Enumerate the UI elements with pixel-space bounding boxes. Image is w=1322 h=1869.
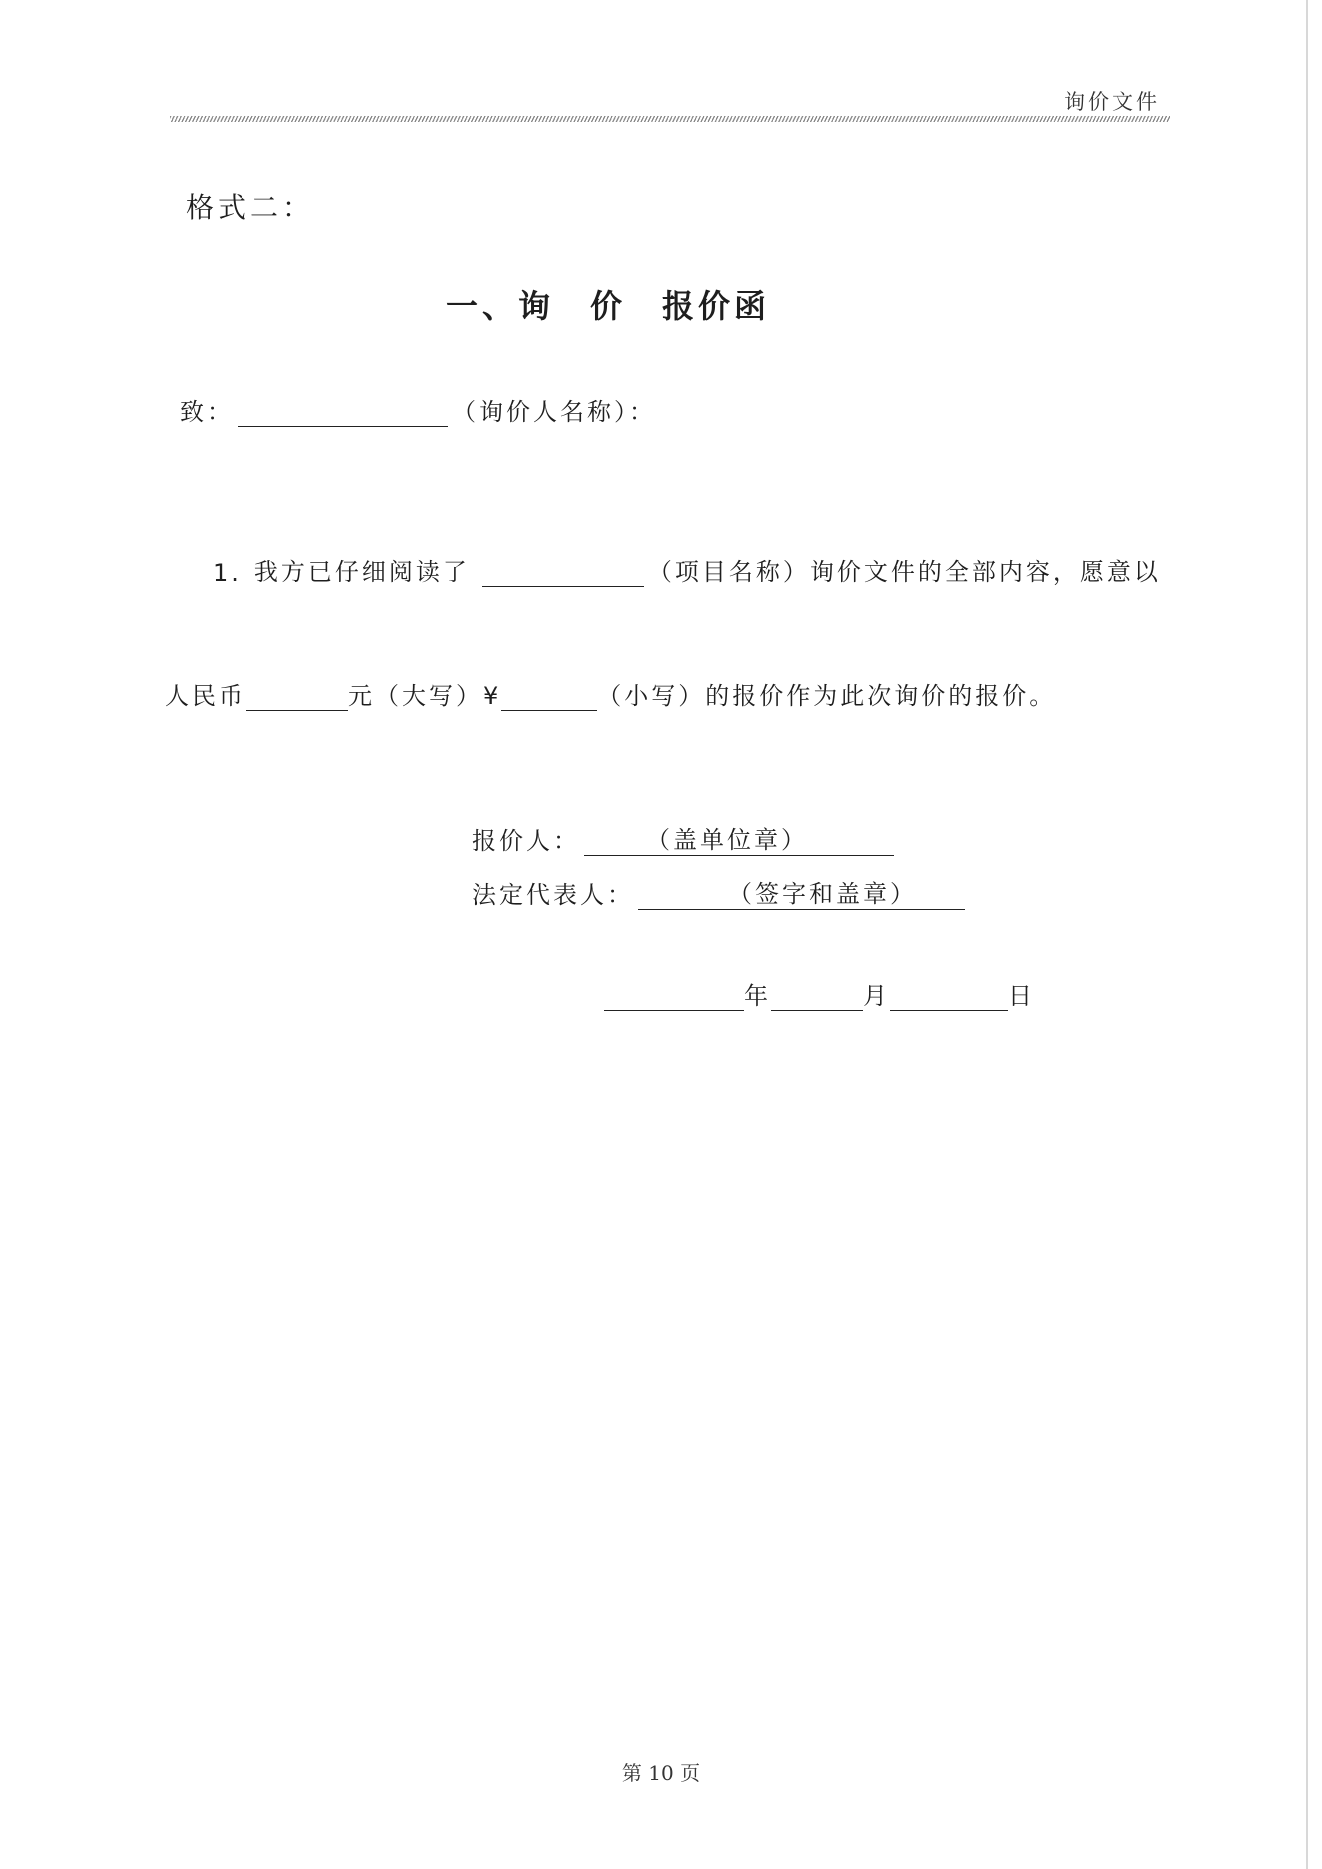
year-label: 年 — [744, 982, 771, 1010]
legal-rep-label: 法定代表人： — [472, 881, 634, 909]
addressee-suffix: （询价人名称）： — [452, 398, 656, 426]
uppercase-label: 元（大写）¥ — [348, 682, 502, 710]
scan-edge — [1306, 0, 1308, 1869]
page-number: 第 10 页 — [621, 1761, 701, 1785]
bidder-label: 报价人： — [472, 827, 580, 855]
month-blank[interactable] — [771, 986, 863, 1011]
header-rule — [170, 116, 1170, 122]
paragraph-1 — [213, 552, 1161, 587]
month-label: 月 — [863, 982, 890, 1010]
date-line — [604, 976, 1035, 1011]
lowercase-text: （小写）的报价作为此次询价的报价。 — [597, 682, 1057, 710]
year-blank[interactable] — [604, 986, 744, 1011]
bidder-signature-line — [472, 820, 894, 856]
format-label: 格式二： — [186, 191, 315, 224]
addressee-line — [180, 392, 656, 427]
paragraph-1-text-before: 我方已仔细阅读了 — [253, 558, 470, 586]
day-blank[interactable] — [890, 986, 1008, 1011]
day-label: 日 — [1008, 982, 1035, 1010]
project-name-blank[interactable] — [482, 562, 644, 587]
legal-rep-signature-line — [472, 874, 965, 910]
amount-lowercase-blank[interactable] — [501, 686, 597, 711]
inquirer-name-blank[interactable] — [238, 402, 448, 427]
amount-uppercase-blank[interactable] — [246, 686, 348, 711]
document-title: 一、询 价 报价函 — [446, 287, 771, 325]
legal-rep-signature-field[interactable]: （签字和盖章） — [638, 874, 965, 910]
bidder-seal-field[interactable]: （盖单位章） — [584, 820, 894, 856]
paragraph-1-text-after: （项目名称）询价文件的全部内容，愿意以 — [647, 558, 1161, 586]
paragraph-2 — [165, 676, 1056, 711]
currency-label: 人民币 — [165, 682, 246, 710]
header-title: 询价文件 — [1064, 90, 1160, 114]
paragraph-1-number: 1. — [213, 559, 242, 587]
addressee-prefix: 致： — [180, 398, 234, 426]
